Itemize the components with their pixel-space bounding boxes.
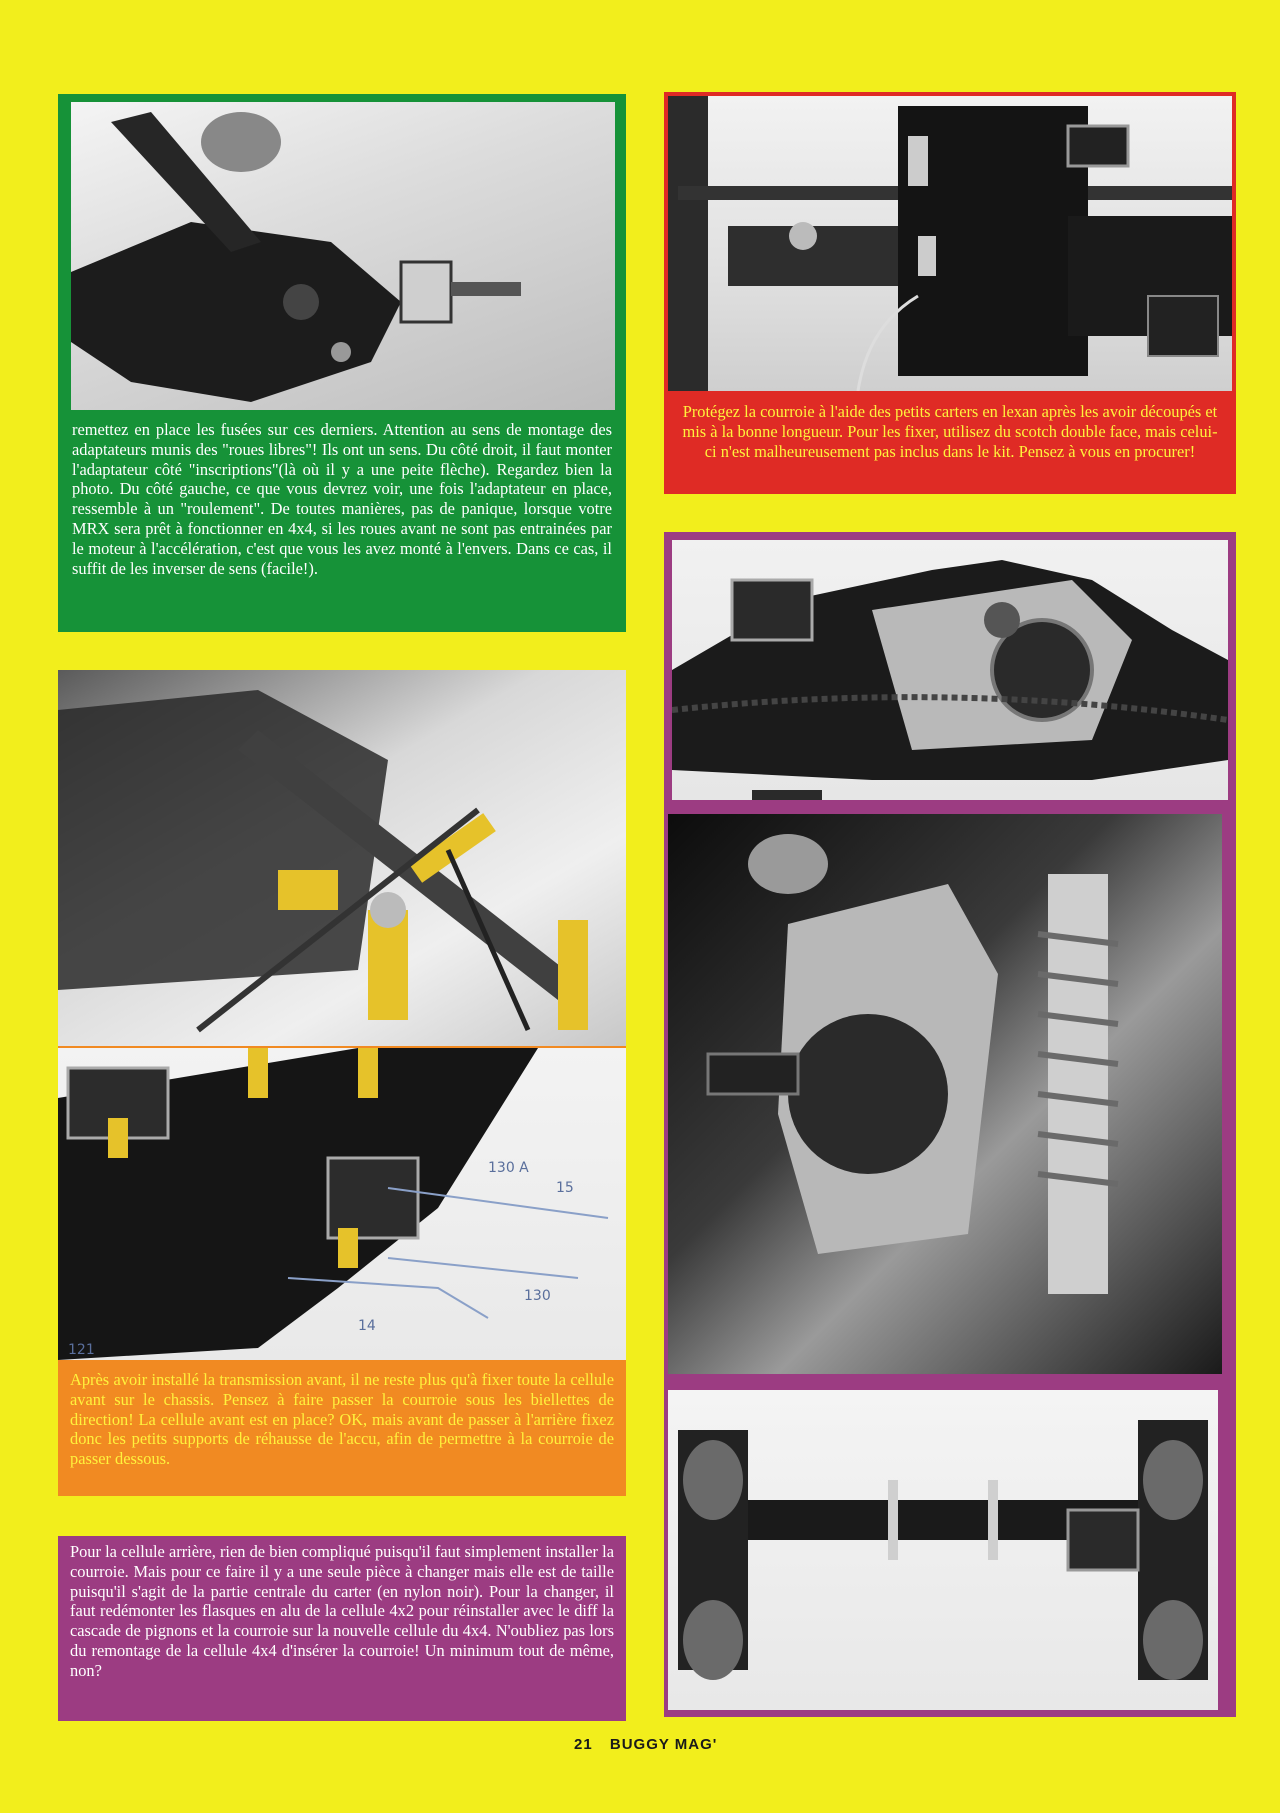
front-hub-caption: remettez en place les fusées sur ces derniers. Attention au sens de montage des adaptateurs munis des "roues libres"! Ils ont un sens. Du côté droit, il faut monter l'adaptateur côté "inscriptions"(là où il y a une peite flèche). Regardez bien la photo. Du côté gauche, ce que vous devrez voir, une fois l'adaptateur en place, ressemble à un "roulement". De toutes manières, pas de panique, lorsque votre MRX sera prêt à fonctionner en 4x4, si les roues avant ne sont pas entrainées par le moteur à l'accélération, c'est que vous les avez monté à l'envers. Dans ce cas, il suffit de les inverser de sens (facile!). [72, 420, 612, 578]
diagram-label: 14 [358, 1318, 376, 1334]
front-suspension-hub-photo [71, 102, 615, 410]
page-number: 21 [574, 1736, 593, 1753]
front-cell-caption: Après avoir installé la transmission avant, il ne reste plus qu'à fixer toute la cellule avant sur le chassis. Pensez à faire passer la courroie sous les biellettes de direction! La cellule avant est en place? OK, mais avant de passer à l'arrière fixez donc les petits supports de réhausse de l'accu, afin de permettre à la courroie de passer dessous. [70, 1370, 614, 1469]
diagram-label: 130 [524, 1288, 551, 1304]
rear-cell-caption: Pour la cellule arrière, rien de bien compliqué puisqu'il faut simplement installer la courroie. Mais pour ce faire il y a une seule pièce à changer mais elle est de taille puisqu'il s'agit de la partie centrale du carter (en nylon noir). Pour la changer, il faut redémonter les flasques en alu de la cellule 4x2 pour réinstaller avec le diff la cascade de pignons et la courroie sur la nouvelle cellule du 4x4. N'oubliez pas lors du remontage de la cellule 4x4 d'insérer la courroie! Un minimum tout de même, non? [70, 1542, 614, 1680]
chassis-belt-guard-photo [668, 96, 1232, 391]
belt-guard-caption: Protégez la courroie à l'aide des petits carters en lexan après les avoir découpés et mis à la bonne longueur. Pour les fixer, utilisez du scotch double face, mais celui-ci n'est malheureusement pas inclus dans le kit. Pensez à vous en procurer! [682, 402, 1218, 461]
steering-linkage-photo [58, 670, 626, 1046]
rear-gearbox-belt-photo [672, 540, 1228, 800]
full-chassis-photo [668, 1390, 1218, 1710]
diagram-label: 15 [556, 1180, 574, 1196]
page-footer [574, 1736, 834, 1753]
diagram-label: 121 [68, 1342, 95, 1358]
magazine-name: BUGGY MAG' [609, 1736, 718, 1753]
battery-support-plate-photo [58, 1048, 626, 1360]
diagram-label: 130 A [488, 1160, 529, 1176]
rear-shock-gearbox-photo [668, 814, 1222, 1374]
